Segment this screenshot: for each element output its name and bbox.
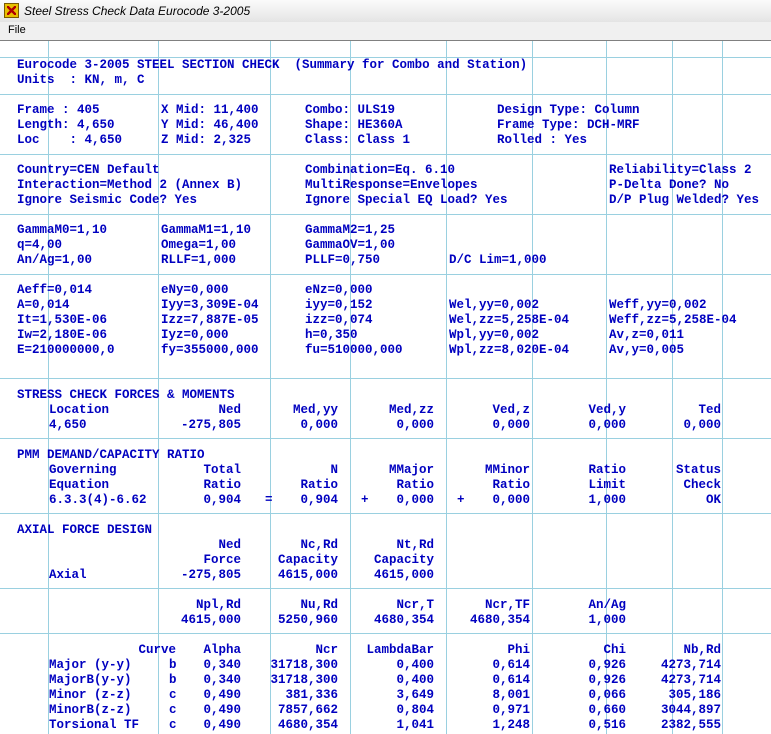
iyz: Iyz=0,000 [161,328,229,342]
axial-h-capacity-t: Capacity [373,553,434,567]
pmm-heading: PMM DEMAND/CAPACITY RATIO [17,448,205,462]
pmm-h-check: Check [683,478,721,492]
pmm-h-ratio: Ratio [588,463,626,477]
frame-length: Length: 4,650 [17,118,115,132]
buckling-chi: 0,516 [588,718,626,732]
pmm-h-mmajor: MMajor [388,463,434,477]
buckling-nbrd: 3044,897 [660,703,721,717]
buckling-ncr: 31718,300 [270,658,338,672]
wel-zz: Wel,zz=5,258E-04 [449,313,570,327]
forces-medzz: 0,000 [396,418,434,432]
grid-line [0,438,771,439]
buckling-h-ncr: Ncr [315,643,338,657]
pmm-h-total: Total [203,463,241,477]
menu-bar [0,22,771,41]
pmm-status: OK [705,493,721,507]
buckling-lambdabar: 0,804 [396,703,434,717]
buckling-chi: 0,066 [588,688,626,702]
fu: fu=510000,000 [305,343,403,357]
iyy: Iyy=3,309E-04 [161,298,259,312]
axial-ned: -275,805 [180,568,241,582]
buckling-h-lambdabar: LambdaBar [366,643,434,657]
buckling-h-chi: Chi [603,643,626,657]
buckling-h-nbrd: Nb,Rd [683,643,721,657]
rolled: Rolled : Yes [497,133,588,147]
buckling-phi: 0,614 [492,673,530,687]
design-type: Design Type: Column [497,103,640,117]
axial-nplrd: 4615,000 [180,613,241,627]
forces-col-ned: Ned [218,403,241,417]
pdelta: P-Delta Done? No [609,178,730,192]
buckling-chi: 0,926 [588,673,626,687]
buckling-curve: c [169,703,177,717]
wpl-yy: Wpl,yy=0,002 [449,328,540,342]
forces-heading: STRESS CHECK FORCES & MOMENTS [17,388,235,402]
report-title: Eurocode 3-2005 STEEL SECTION CHECK (Summary for Combo and Station) [17,58,528,72]
buckling-phi: 8,001 [492,688,530,702]
units-line: Units : KN, m, C [17,73,145,87]
grid-line [0,154,771,155]
buckling-type: Minor (z-z) [49,688,132,702]
gamma-m1: GammaM1=1,10 [161,223,252,237]
buckling-h-phi: Phi [507,643,530,657]
pmm-h-mminor: MMinor [484,463,530,477]
ignore-special-eq: Ignore Special EQ Load? Yes [305,193,508,207]
buckling-ncr: 4680,354 [277,718,338,732]
gamma-m0: GammaM0=1,10 [17,223,108,237]
grid-line [446,41,447,734]
pllf: PLLF=0,750 [305,253,381,267]
grid-line [0,513,771,514]
buckling-type: Major (y-y) [49,658,132,672]
y-mid: Y Mid: 46,400 [161,118,259,132]
grid-line [0,633,771,634]
buckling-ncr: 7857,662 [277,703,338,717]
buckling-curve: b [169,673,177,687]
buckling-h-alpha: Alpha [203,643,241,657]
pmm-total: 0,904 [203,493,241,507]
axial-h-ncrtf: Ncr,TF [484,598,530,612]
grid-line [0,94,771,95]
dp-plug: D/P Plug Welded? Yes [609,193,760,207]
pmm-h-total-ratio: Ratio [203,478,241,492]
wpl-zz: Wpl,zz=8,020E-04 [449,343,570,357]
grid-line [0,274,771,275]
weff-yy: Weff,yy=0,002 [609,298,707,312]
axial-ncrtf: 4680,354 [469,613,530,627]
buckling-alpha: 0,340 [203,673,241,687]
frame-id: Frame : 405 [17,103,100,117]
ignore-seismic: Ignore Seismic Code? Yes [17,193,198,207]
axial-h-capacity-c: Capacity [277,553,338,567]
forces-ned: -275,805 [180,418,241,432]
dc-limit: D/C Lim=1,000 [449,253,547,267]
aeff: Aeff=0,014 [17,283,93,297]
pmm-h-mminor-ratio: Ratio [492,478,530,492]
depth-h: h=0,350 [305,328,358,342]
forces-location: 4,650 [49,418,87,432]
weff-zz: Weff,zz=5,258E-04 [609,313,737,327]
buckling-type: MajorB(y-y) [49,673,132,687]
forces-col-ted: Ted [698,403,721,417]
axial-h-ned: Ned [218,538,241,552]
buckling-curve: c [169,718,177,732]
pmm-plus-1: + [361,493,369,507]
axial-ncrt: 4680,354 [373,613,434,627]
buckling-alpha: 0,490 [203,703,241,717]
fy: fy=355000,000 [161,343,259,357]
izz: Izz=7,887E-05 [161,313,259,327]
grid-line [0,214,771,215]
grid-line [606,41,607,734]
multiresponse: MultiResponse=Envelopes [305,178,478,192]
combo: Combo: ULS19 [305,103,396,117]
buckling-ncr: 381,336 [285,688,338,702]
forces-vedz: 0,000 [492,418,530,432]
gamma-m2: GammaM2=1,25 [305,223,396,237]
grid-line [0,588,771,589]
pmm-equals: = [265,493,273,507]
pmm-plus-2: + [457,493,465,507]
buckling-type: MinorB(z-z) [49,703,132,717]
buckling-lambdabar: 0,400 [396,673,434,687]
axial-heading: AXIAL FORCE DESIGN [17,523,153,537]
combination: Combination=Eq. 6.10 [305,163,456,177]
country: Country=CEN Default [17,163,160,177]
axial-h-ntrd: Nt,Rd [396,538,434,552]
it: It=1,530E-06 [17,313,108,327]
pmm-h-equation: Equation [49,478,110,492]
interaction: Interaction=Method 2 (Annex B) [17,178,243,192]
axial-h-nplrd: Npl,Rd [195,598,241,612]
grid-line [270,41,271,734]
buckling-lambdabar: 3,649 [396,688,434,702]
frame-type: Frame Type: DCH-MRF [497,118,640,132]
buckling-phi: 0,614 [492,658,530,672]
grid-line [672,41,673,734]
pmm-h-governing: Governing [49,463,117,477]
an-ag: An/Ag=1,00 [17,253,93,267]
forces-col-medyy: Med,yy [292,403,338,417]
buckling-type: Torsional TF [49,718,140,732]
buckling-nbrd: 4273,714 [660,673,721,687]
buckling-nbrd: 305,186 [668,688,721,702]
z-mid: Z Mid: 2,325 [161,133,252,147]
report-area[interactable] [0,40,771,734]
axial-nurd: 5250,960 [277,613,338,627]
pmm-n-ratio: 0,904 [300,493,338,507]
menu-file[interactable]: File [8,24,26,36]
buckling-curve: c [169,688,177,702]
axial-h-nurd: Nu,Rd [300,598,338,612]
axial-h-force: Force [203,553,241,567]
area: A=0,014 [17,298,70,312]
wel-yy: Wel,yy=0,002 [449,298,540,312]
rllf: RLLF=1,000 [161,253,237,267]
axial-anag: 1,000 [588,613,626,627]
buckling-phi: 1,248 [492,718,530,732]
izz-radius: izz=0,074 [305,313,373,327]
frame-loc: Loc : 4,650 [17,133,123,147]
iyy-radius: iyy=0,152 [305,298,373,312]
iw: Iw=2,180E-06 [17,328,108,342]
forces-medyy: 0,000 [300,418,338,432]
buckling-alpha: 0,340 [203,658,241,672]
axial-h-ncrd: Nc,Rd [300,538,338,552]
buckling-curve: b [169,658,177,672]
buckling-lambdabar: 1,041 [396,718,434,732]
eny: eNy=0,000 [161,283,229,297]
shape: Shape: HE360A [305,118,403,132]
buckling-lambdabar: 0,400 [396,658,434,672]
pmm-h-n: N [330,463,338,477]
av-y: Av,y=0,005 [609,343,685,357]
enz: eNz=0,000 [305,283,373,297]
grid-line [722,41,723,734]
grid-line [0,378,771,379]
buckling-phi: 0,971 [492,703,530,717]
q-factor: q=4,00 [17,238,63,252]
axial-ntrd: 4615,000 [373,568,434,582]
pmm-limit: 1,000 [588,493,626,507]
forces-col-vedy: Ved,y [588,403,626,417]
axial-ncrd: 4615,000 [277,568,338,582]
pmm-h-limit: Limit [588,478,626,492]
forces-col-vedz: Ved,z [492,403,530,417]
reliability: Reliability=Class 2 [609,163,752,177]
app-icon[interactable] [4,3,19,18]
axial-h-ncrt: Ncr,T [396,598,434,612]
buckling-ncr: 31718,300 [270,673,338,687]
pmm-h-n-ratio: Ratio [300,478,338,492]
pmm-equation: 6.3.3(4)-6.62 [49,493,147,507]
pmm-mminor: 0,000 [492,493,530,507]
forces-ted: 0,000 [683,418,721,432]
pmm-h-status: Status [675,463,721,477]
pmm-mmajor: 0,000 [396,493,434,507]
buckling-alpha: 0,490 [203,718,241,732]
section-class: Class: Class 1 [305,133,411,147]
forces-col-location: Location [49,403,110,417]
title-bar [0,0,771,23]
av-z: Av,z=0,011 [609,328,685,342]
gamma-ov: GammaOV=1,00 [305,238,396,252]
buckling-alpha: 0,490 [203,688,241,702]
omega: Omega=1,00 [161,238,237,252]
forces-vedy: 0,000 [588,418,626,432]
forces-col-medzz: Med,zz [388,403,434,417]
x-mid: X Mid: 11,400 [161,103,259,117]
buckling-h-curve: Curve [138,643,176,657]
buckling-nbrd: 2382,555 [660,718,721,732]
axial-label: Axial [49,568,87,582]
buckling-chi: 0,926 [588,658,626,672]
axial-h-anag: An/Ag [588,598,626,612]
window-title: Steel Stress Check Data Eurocode 3-2005 [24,4,251,18]
pmm-h-mmajor-ratio: Ratio [396,478,434,492]
buckling-nbrd: 4273,714 [660,658,721,672]
modulus-e: E=210000000,0 [17,343,115,357]
buckling-chi: 0,660 [588,703,626,717]
